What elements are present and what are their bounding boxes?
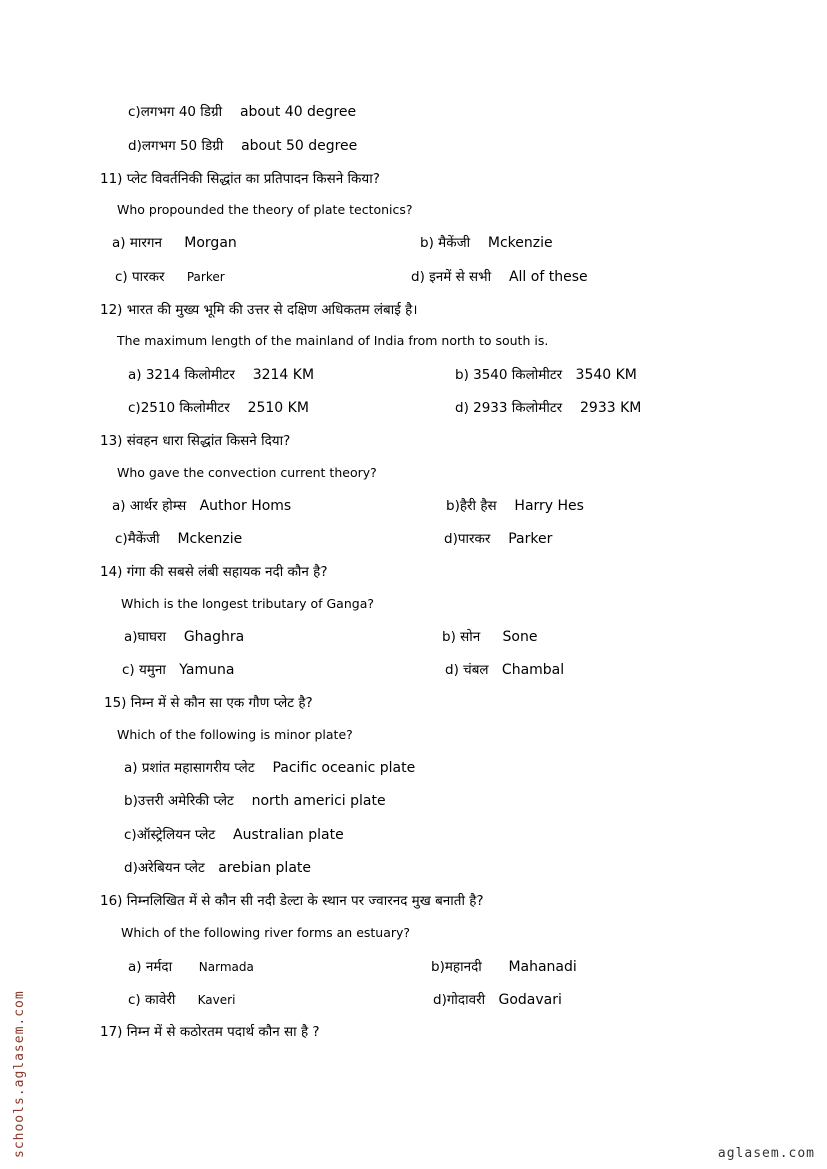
q12-question-english: The maximum length of the mainland of India from north to south is. bbox=[117, 333, 549, 348]
q14-option-d bbox=[445, 660, 564, 678]
option-label: d) इनमें से सभी bbox=[411, 269, 492, 285]
option-english: Australian plate bbox=[233, 827, 344, 843]
q13-option-b bbox=[446, 496, 584, 514]
option-english: Author Homs bbox=[199, 498, 292, 514]
q13-option-d bbox=[444, 529, 552, 547]
q16-option-b bbox=[431, 957, 577, 975]
option-label: c)ऑस्ट्रेलियन प्लेट bbox=[124, 827, 216, 843]
option-english: Kaveri bbox=[197, 993, 236, 1007]
option-english: Godavari bbox=[498, 992, 562, 1008]
option-english: arebian plate bbox=[218, 860, 311, 876]
option-english: Parker bbox=[508, 531, 553, 547]
side-watermark: schools.aglasem.com bbox=[12, 990, 27, 1158]
option-label: d)लगभग 50 डिग्री bbox=[128, 138, 224, 154]
q13-question-english: Who gave the convection current theory? bbox=[117, 465, 377, 480]
option-english: Harry Hes bbox=[514, 498, 584, 514]
option-label: b) 3540 किलोमीटर bbox=[455, 367, 563, 383]
option-english: Sone bbox=[502, 629, 538, 645]
option-english: 3540 KM bbox=[575, 367, 637, 383]
option-label: b)महानदी bbox=[431, 959, 482, 975]
option-english: Mckenzie bbox=[487, 235, 553, 251]
option-label: c)लगभग 40 डिग्री bbox=[128, 104, 223, 120]
q16-question-hindi: 16) निम्नलिखित में से कौन सी नदी डेल्टा के स्थान पर ज्वारनद मुख बनाती है? bbox=[100, 893, 484, 909]
q11-option-c bbox=[115, 267, 225, 285]
option-english: 2933 KM bbox=[580, 400, 642, 416]
option-english: Pacific oceanic plate bbox=[272, 760, 416, 776]
q14-question-hindi: 14) गंगा की सबसे लंबी सहायक नदी कौन है? bbox=[100, 564, 328, 580]
q12-question-hindi: 12) भारत की मुख्य भूमि की उत्तर से दक्षिण अधिकतम लंबाई है। bbox=[100, 302, 418, 318]
option-label: b) मैकेंजी bbox=[420, 235, 471, 251]
q12-option-b bbox=[455, 365, 637, 383]
q13-option-c bbox=[115, 529, 242, 547]
option-label: d)अरेबियन प्लेट bbox=[124, 860, 205, 876]
q16-option-a bbox=[128, 957, 254, 975]
option-english: Yamuna bbox=[179, 662, 235, 678]
option-english: about 40 degree bbox=[239, 104, 357, 120]
option-english: 2510 KM bbox=[247, 400, 309, 416]
q11-question-english: Who propounded the theory of plate tectonics? bbox=[117, 202, 413, 217]
q17-question-hindi: 17) निम्न में से कठोरतम पदार्थ कौन सा है ? bbox=[100, 1024, 320, 1040]
option-label: c) कावेरी bbox=[128, 992, 176, 1008]
q15-option-b bbox=[124, 791, 386, 809]
q14-question-english: Which is the longest tributary of Ganga? bbox=[121, 596, 374, 611]
option-label: a) नर्मदा bbox=[128, 959, 173, 975]
option-label: a)घाघरा bbox=[124, 629, 167, 645]
option-label: c) यमुना bbox=[122, 662, 166, 678]
corner-watermark: aglasem.com bbox=[717, 1146, 815, 1161]
option-label: c)मैकेंजी bbox=[115, 531, 160, 547]
option-label: d) चंबल bbox=[445, 662, 489, 678]
option-english: north americi plate bbox=[251, 793, 386, 809]
option-english: Narmada bbox=[198, 960, 254, 974]
q14-option-c bbox=[122, 660, 234, 678]
option-english: Morgan bbox=[184, 235, 237, 251]
option-label: d)पारकर bbox=[444, 531, 491, 547]
option-label: b)हैरी हैस bbox=[446, 498, 497, 514]
q16-question-english: Which of the following river forms an estuary? bbox=[121, 925, 411, 940]
option-label: c)2510 किलोमीटर bbox=[128, 400, 230, 416]
option-english: about 50 degree bbox=[241, 138, 358, 154]
q12-option-d bbox=[455, 398, 641, 416]
option-english: Mahanadi bbox=[508, 959, 577, 975]
q11-question-hindi: 11) प्लेट विवर्तनिकी सिद्धांत का प्रतिपादन किसने किया? bbox=[100, 171, 380, 187]
q12-option-c bbox=[128, 398, 309, 416]
q11-option-a bbox=[112, 233, 237, 251]
q15-question-hindi: 15) निम्न में से कौन सा एक गौण प्लेट है? bbox=[104, 695, 313, 711]
q12-option-a bbox=[128, 365, 314, 383]
q16-option-d bbox=[433, 990, 562, 1008]
option-english: Ghaghra bbox=[183, 629, 245, 645]
option-english: Parker bbox=[186, 270, 225, 284]
q15-option-a bbox=[124, 758, 415, 776]
option-english: Chambal bbox=[501, 662, 565, 678]
option-label: a) प्रशांत महासागरीय प्लेट bbox=[124, 760, 255, 776]
q15-option-c bbox=[124, 825, 344, 843]
q14-option-a bbox=[124, 627, 244, 645]
option-label: a) मारगन bbox=[112, 235, 163, 251]
q16-option-c bbox=[128, 990, 235, 1008]
option-label: d)गोदावरी bbox=[433, 992, 486, 1008]
option-label: a) 3214 किलोमीटर bbox=[128, 367, 235, 383]
option-english: Mckenzie bbox=[177, 531, 243, 547]
option-label: a) आर्थर होम्स bbox=[112, 498, 187, 514]
option-english: 3214 KM bbox=[252, 367, 315, 383]
option-label: b) सोन bbox=[442, 629, 481, 645]
q10-option-c bbox=[128, 102, 356, 120]
q15-option-d bbox=[124, 858, 311, 876]
q11-option-b bbox=[420, 233, 553, 251]
q14-option-b bbox=[442, 627, 537, 645]
option-label: c) पारकर bbox=[115, 269, 165, 285]
option-english: All of these bbox=[508, 269, 588, 285]
q11-option-d bbox=[411, 267, 588, 285]
q13-option-a bbox=[112, 496, 291, 514]
option-label: b)उत्तरी अमेरिकी प्लेट bbox=[124, 793, 234, 809]
q10-option-d bbox=[128, 136, 357, 154]
option-label: d) 2933 किलोमीटर bbox=[455, 400, 563, 416]
q13-question-hindi: 13) संवहन धारा सिद्धांत किसने दिया? bbox=[100, 433, 291, 449]
q15-question-english: Which of the following is minor plate? bbox=[117, 727, 353, 742]
